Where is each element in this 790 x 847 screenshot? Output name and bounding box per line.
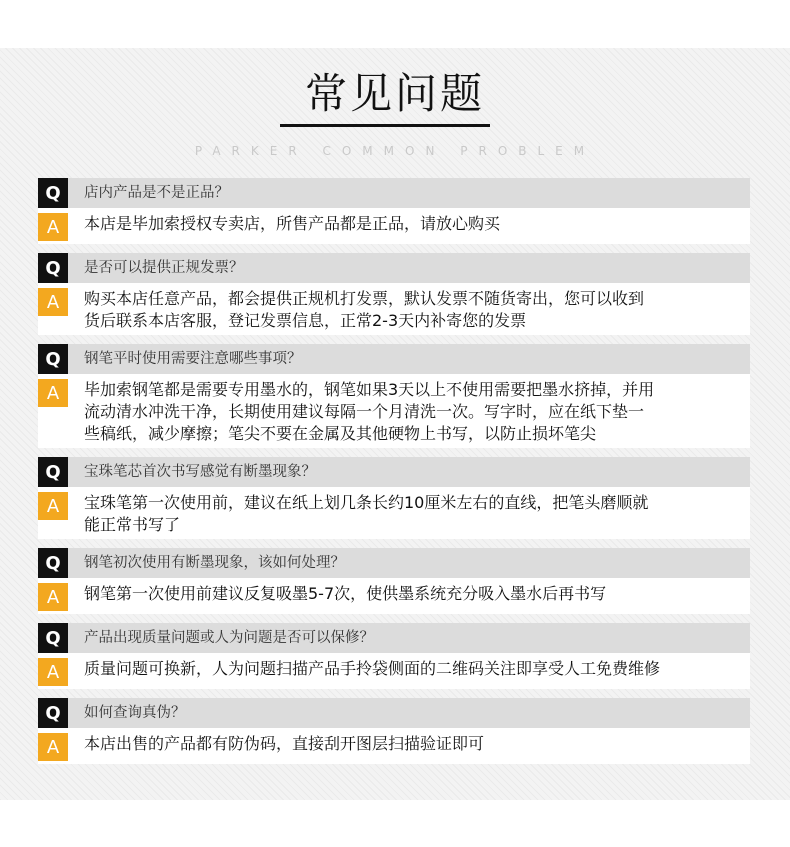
a-badge: A — [38, 288, 68, 316]
question-text: 钢笔平时使用需要注意哪些事项？ — [84, 351, 302, 367]
q-badge: Q — [38, 253, 68, 283]
q-badge: Q — [38, 178, 68, 208]
answer-row — [38, 653, 750, 689]
question-row — [38, 178, 750, 208]
answer-text: 本店是毕加索授权专卖店，所售产品都是正品，请放心购买 — [84, 214, 501, 233]
answer-text: 宝珠笔第一次使用前，建议在纸上划几条长约10厘米左右的直线，把笔头磨顺就 能正常书写了 — [84, 493, 649, 534]
a-badge: A — [38, 213, 68, 241]
question-text: 宝珠笔芯首次书写感觉有断墨现象？ — [84, 464, 316, 480]
answer-row — [38, 728, 750, 764]
title-underline — [280, 124, 490, 127]
q-badge: Q — [38, 698, 68, 728]
a-badge: A — [38, 658, 68, 686]
answer-text: 本店出售的产品都有防伪码，直接刮开图层扫描验证即可 — [84, 734, 485, 753]
question-text: 钢笔初次使用有断墨现象，该如何处理？ — [84, 555, 345, 571]
answer-text: 毕加索钢笔都是需要专用墨水的，钢笔如果3天以上不使用需要把墨水挤掉，并用 流动清水冲洗干净，长期使用建议每隔一个月清洗一次。写字时，应在纸下垫一 些稿纸，减少摩擦；笔尖不要在金属及其他硬物上书写，以防止损坏笔尖 — [84, 380, 655, 443]
a-badge: A — [38, 733, 68, 761]
q-badge: Q — [38, 457, 68, 487]
a-badge: A — [38, 583, 68, 611]
question-text: 如何查询真伪？ — [84, 705, 186, 721]
question-row — [38, 457, 750, 487]
question-row — [38, 548, 750, 578]
a-badge: A — [38, 379, 68, 407]
question-text: 是否可以提供正规发票？ — [84, 260, 244, 276]
question-row — [38, 344, 750, 374]
page-title: 常见问题 — [304, 69, 485, 118]
q-badge: Q — [38, 344, 68, 374]
q-badge: Q — [38, 623, 68, 653]
question-text: 产品出现质量问题或人为问题是否可以保修？ — [84, 630, 374, 646]
answer-row — [38, 487, 750, 539]
answer-row — [38, 578, 750, 614]
question-row — [38, 253, 750, 283]
question-text: 店内产品是不是正品？ — [84, 185, 229, 201]
question-row — [38, 698, 750, 728]
answer-text: 钢笔第一次使用前建议反复吸墨5-7次，使供墨系统充分吸入墨水后再书写 — [84, 584, 607, 603]
question-row — [38, 623, 750, 653]
answer-text: 质量问题可换新，人为问题扫描产品手拎袋侧面的二维码关注即享受人工免费维修 — [84, 659, 661, 678]
page-subtitle: PARKER COMMON PROBLEM — [194, 144, 596, 158]
faq-list — [38, 178, 750, 764]
answer-row — [38, 374, 750, 448]
answer-text: 购买本店任意产品，都会提供正规机打发票，默认发票不随货寄出，您可以收到 货后联系本店客服，登记发票信息，正常2-3天内补寄您的发票 — [84, 289, 645, 330]
a-badge: A — [38, 492, 68, 520]
q-badge: Q — [38, 548, 68, 578]
answer-row — [38, 208, 750, 244]
answer-row — [38, 283, 750, 335]
